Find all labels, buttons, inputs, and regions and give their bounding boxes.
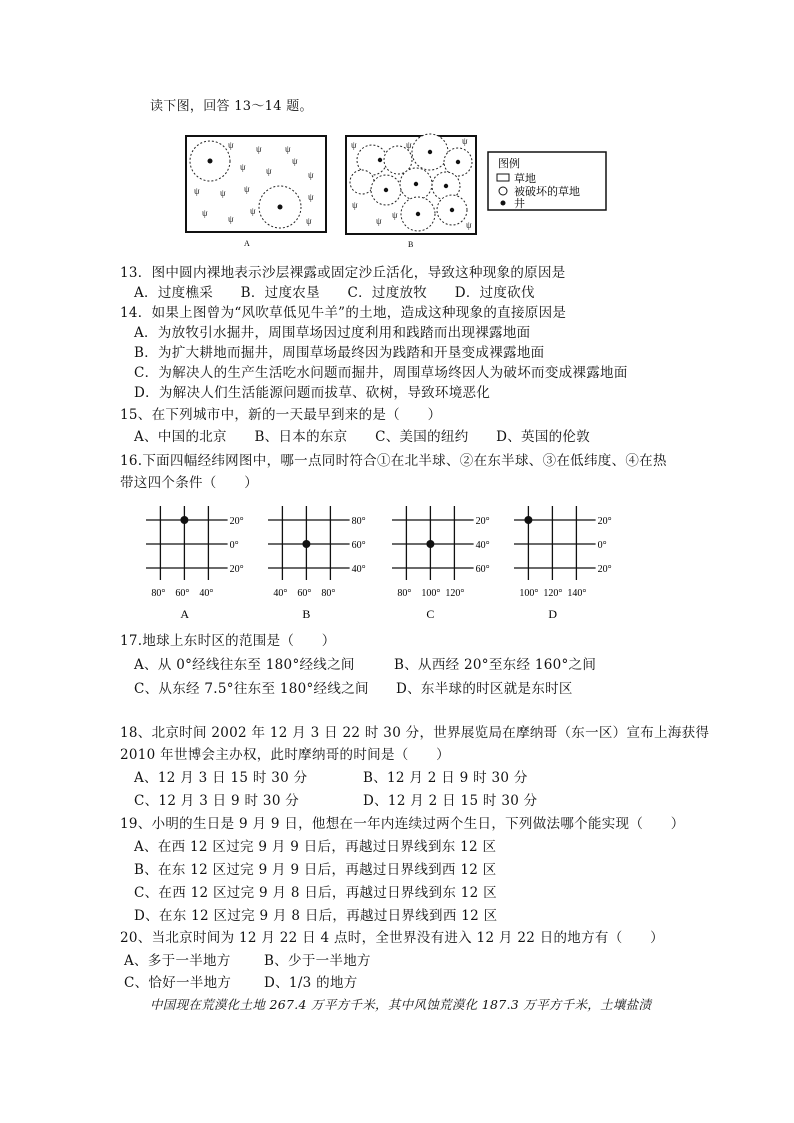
longitude-label: 80° bbox=[397, 588, 412, 599]
q18-option-d: D、12 月 2 日 15 时 30 分 bbox=[363, 793, 538, 809]
q18-option-a: A、12 月 3 日 15 时 30 分 bbox=[134, 770, 308, 786]
q20-option-a: A、多于一半地方 bbox=[124, 953, 231, 969]
legend-item-destroyed: 被破坏的草地 bbox=[514, 186, 580, 198]
q17-option-c: C、从东经 7.5°往东至 180°经线之间 bbox=[134, 681, 369, 697]
latitude-label: 20° bbox=[597, 516, 612, 527]
well-legend-icon bbox=[501, 201, 506, 206]
svg-text:ψ: ψ bbox=[228, 140, 234, 150]
q17-stem: 17.地球上东时区的范围是（ ） bbox=[120, 633, 336, 649]
svg-text:ψ: ψ bbox=[194, 186, 200, 196]
q20-option-c: C、恰好一半地方 bbox=[124, 975, 232, 991]
q14-option-b: B．为扩大耕地而掘井，周围草场最终因为践踏和开垦变成裸露地面 bbox=[134, 345, 545, 361]
marked-point bbox=[426, 540, 434, 548]
latitude-label: 80° bbox=[351, 516, 366, 527]
latitude-label: 20° bbox=[229, 516, 244, 527]
svg-text:ψ: ψ bbox=[240, 162, 246, 172]
graticule-grid-b bbox=[268, 506, 366, 621]
svg-text:ψ: ψ bbox=[285, 144, 291, 154]
graticule-figure bbox=[140, 500, 660, 630]
q19-option-d: D、在东 12 区过完 9 月 8 日后，再越过日界线到西 12 区 bbox=[134, 908, 498, 924]
svg-text:ψ: ψ bbox=[392, 210, 398, 220]
q14-option-c: C．为解决人的生产生活吃水问题而掘井，周围草场终因人为破坏而变成裸露地面 bbox=[134, 365, 628, 381]
q14-option-d: D．为解决人们生活能源问题而拔草、砍树，导致环境恶化 bbox=[134, 385, 491, 401]
svg-text:ψ: ψ bbox=[308, 170, 314, 180]
legend-item-grassland: 草地 bbox=[514, 173, 536, 185]
svg-text:ψ: ψ bbox=[256, 144, 262, 154]
longitude-label: 140° bbox=[567, 588, 587, 599]
q14-option-a: A．为放牧引水掘井，周围草场因过度利用和践踏而出现裸露地面 bbox=[134, 325, 531, 341]
latitude-label: 20° bbox=[597, 564, 612, 575]
longitude-label: 120° bbox=[543, 588, 563, 599]
well-dot bbox=[208, 159, 213, 164]
latitude-label: 60° bbox=[475, 564, 490, 575]
svg-text:ψ: ψ bbox=[266, 166, 272, 176]
legend-title: 图例 bbox=[498, 158, 520, 170]
q20-stem: 20、当北京时间为 12 月 22 日 4 点时，全世界没有进入 12 月 22 日的地方有（ ） bbox=[120, 930, 664, 946]
svg-text:ψ: ψ bbox=[376, 216, 382, 226]
longitude-label: 40° bbox=[273, 588, 288, 599]
q18-stem-line1: 18、北京时间 2002 年 12 月 3 日 22 时 30 分，世界展览局在摩纳哥（东一区）宣布上海获得 bbox=[120, 725, 710, 741]
panel-b-label: B bbox=[408, 240, 414, 249]
latitude-label: 20° bbox=[475, 516, 490, 527]
q19-option-c: C、在西 12 区过完 9 月 8 日后，再越过日界线到东 12 区 bbox=[134, 885, 497, 901]
latitude-label: 40° bbox=[475, 540, 490, 551]
q15-stem: 15、在下列城市中，新的一天最早到来的是（ ） bbox=[120, 407, 442, 423]
q20-option-d: D、1/3 的地方 bbox=[264, 975, 358, 991]
svg-text:ψ: ψ bbox=[406, 140, 412, 150]
grassland-figure bbox=[180, 130, 620, 250]
longitude-label: 120° bbox=[445, 588, 465, 599]
svg-text:ψ: ψ bbox=[462, 136, 468, 146]
panel-a-label: A bbox=[244, 239, 250, 248]
q19-option-a: A、在西 12 区过完 9 月 9 日后，再越过日界线到东 12 区 bbox=[134, 839, 497, 855]
graticule-grid-d bbox=[514, 506, 612, 621]
grid-label-a: A bbox=[180, 607, 190, 621]
latitude-label: 20° bbox=[229, 564, 244, 575]
intro-text: 读下图，回答 13～14 题。 bbox=[150, 99, 313, 114]
latitude-label: 0° bbox=[597, 540, 607, 551]
q19-stem: 19、小明的生日是 9 月 9 日，他想在一年内连续过两个生日，下列做法哪个能实现（ ） bbox=[120, 816, 685, 832]
q17-option-a: A、从 0°经线往东至 180°经线之间 bbox=[134, 657, 355, 673]
q18-option-c: C、12 月 3 日 9 时 30 分 bbox=[134, 793, 300, 809]
longitude-label: 80° bbox=[151, 588, 166, 599]
q13-stem: 13．图中圆内裸地表示沙层裸露或固定沙丘活化，导致这种现象的原因是 bbox=[120, 265, 566, 281]
longitude-label: 100° bbox=[421, 588, 441, 599]
svg-text:ψ: ψ bbox=[352, 200, 358, 210]
q18-stem-line2: 2010 年世博会主办权，此时摩纳哥的时间是（ ） bbox=[120, 747, 450, 763]
svg-text:ψ: ψ bbox=[308, 192, 314, 202]
grassland-legend-icon bbox=[497, 174, 509, 181]
longitude-label: 60° bbox=[175, 588, 190, 599]
svg-text:ψ: ψ bbox=[466, 220, 472, 230]
svg-text:ψ: ψ bbox=[202, 208, 208, 218]
longitude-label: 100° bbox=[519, 588, 539, 599]
destroyed-grassland-legend-icon bbox=[499, 187, 507, 195]
marked-point bbox=[302, 540, 310, 548]
longitude-label: 40° bbox=[199, 588, 214, 599]
q18-option-b: B、12 月 2 日 9 时 30 分 bbox=[363, 770, 528, 786]
q20-option-b: B、少于一半地方 bbox=[264, 953, 371, 969]
q17-option-d: D、东半球的时区就是东时区 bbox=[396, 681, 573, 697]
q19-option-b: B、在东 12 区过完 9 月 9 日后，再越过日界线到西 12 区 bbox=[134, 862, 497, 878]
svg-text:ψ: ψ bbox=[351, 140, 357, 150]
latitude-label: 0° bbox=[229, 540, 239, 551]
footer-text: 中国现在荒漠化土地 267.4 万平方千米，其中风蚀荒漠化 187.3 万平方千米，土壤盐渍 bbox=[150, 997, 652, 1012]
well-dot bbox=[278, 205, 283, 210]
longitude-label: 60° bbox=[297, 588, 312, 599]
grid-label-c: C bbox=[426, 607, 435, 621]
legend-item-well: 井 bbox=[514, 198, 525, 210]
marked-point bbox=[180, 516, 188, 524]
q14-stem: 14．如果上图曾为“风吹草低见牛羊”的土地，造成这种现象的直接原因是 bbox=[120, 305, 567, 321]
svg-text:ψ: ψ bbox=[306, 216, 312, 226]
q16-stem-line1: 16.下面四幅经纬网图中，哪一点同时符合①在北半球、②在东半球、③在低纬度、④在热 bbox=[120, 453, 667, 469]
graticule-grid-c bbox=[392, 506, 490, 621]
q13-options: A．过度樵采 B．过度农垦 C．过度放牧 D．过度砍伐 bbox=[134, 285, 535, 301]
q16-stem-line2: 带这四个条件（ ） bbox=[120, 475, 258, 491]
q15-options: A、中国的北京 B、日本的东京 C、美国的纽约 D、英国的伦敦 bbox=[134, 429, 591, 445]
grid-label-b: B bbox=[302, 607, 311, 621]
svg-text:ψ: ψ bbox=[228, 214, 234, 224]
graticule-grid-a bbox=[146, 506, 244, 621]
svg-text:ψ: ψ bbox=[292, 156, 298, 166]
longitude-label: 80° bbox=[321, 588, 336, 599]
svg-text:ψ: ψ bbox=[250, 206, 256, 216]
svg-text:ψ: ψ bbox=[244, 184, 250, 194]
svg-text:ψ: ψ bbox=[220, 188, 226, 198]
grid-label-d: D bbox=[548, 607, 558, 621]
latitude-label: 60° bbox=[351, 540, 366, 551]
q17-option-b: B、从西经 20°至东经 160°之间 bbox=[394, 657, 597, 673]
marked-point bbox=[524, 516, 532, 524]
latitude-label: 40° bbox=[351, 564, 366, 575]
